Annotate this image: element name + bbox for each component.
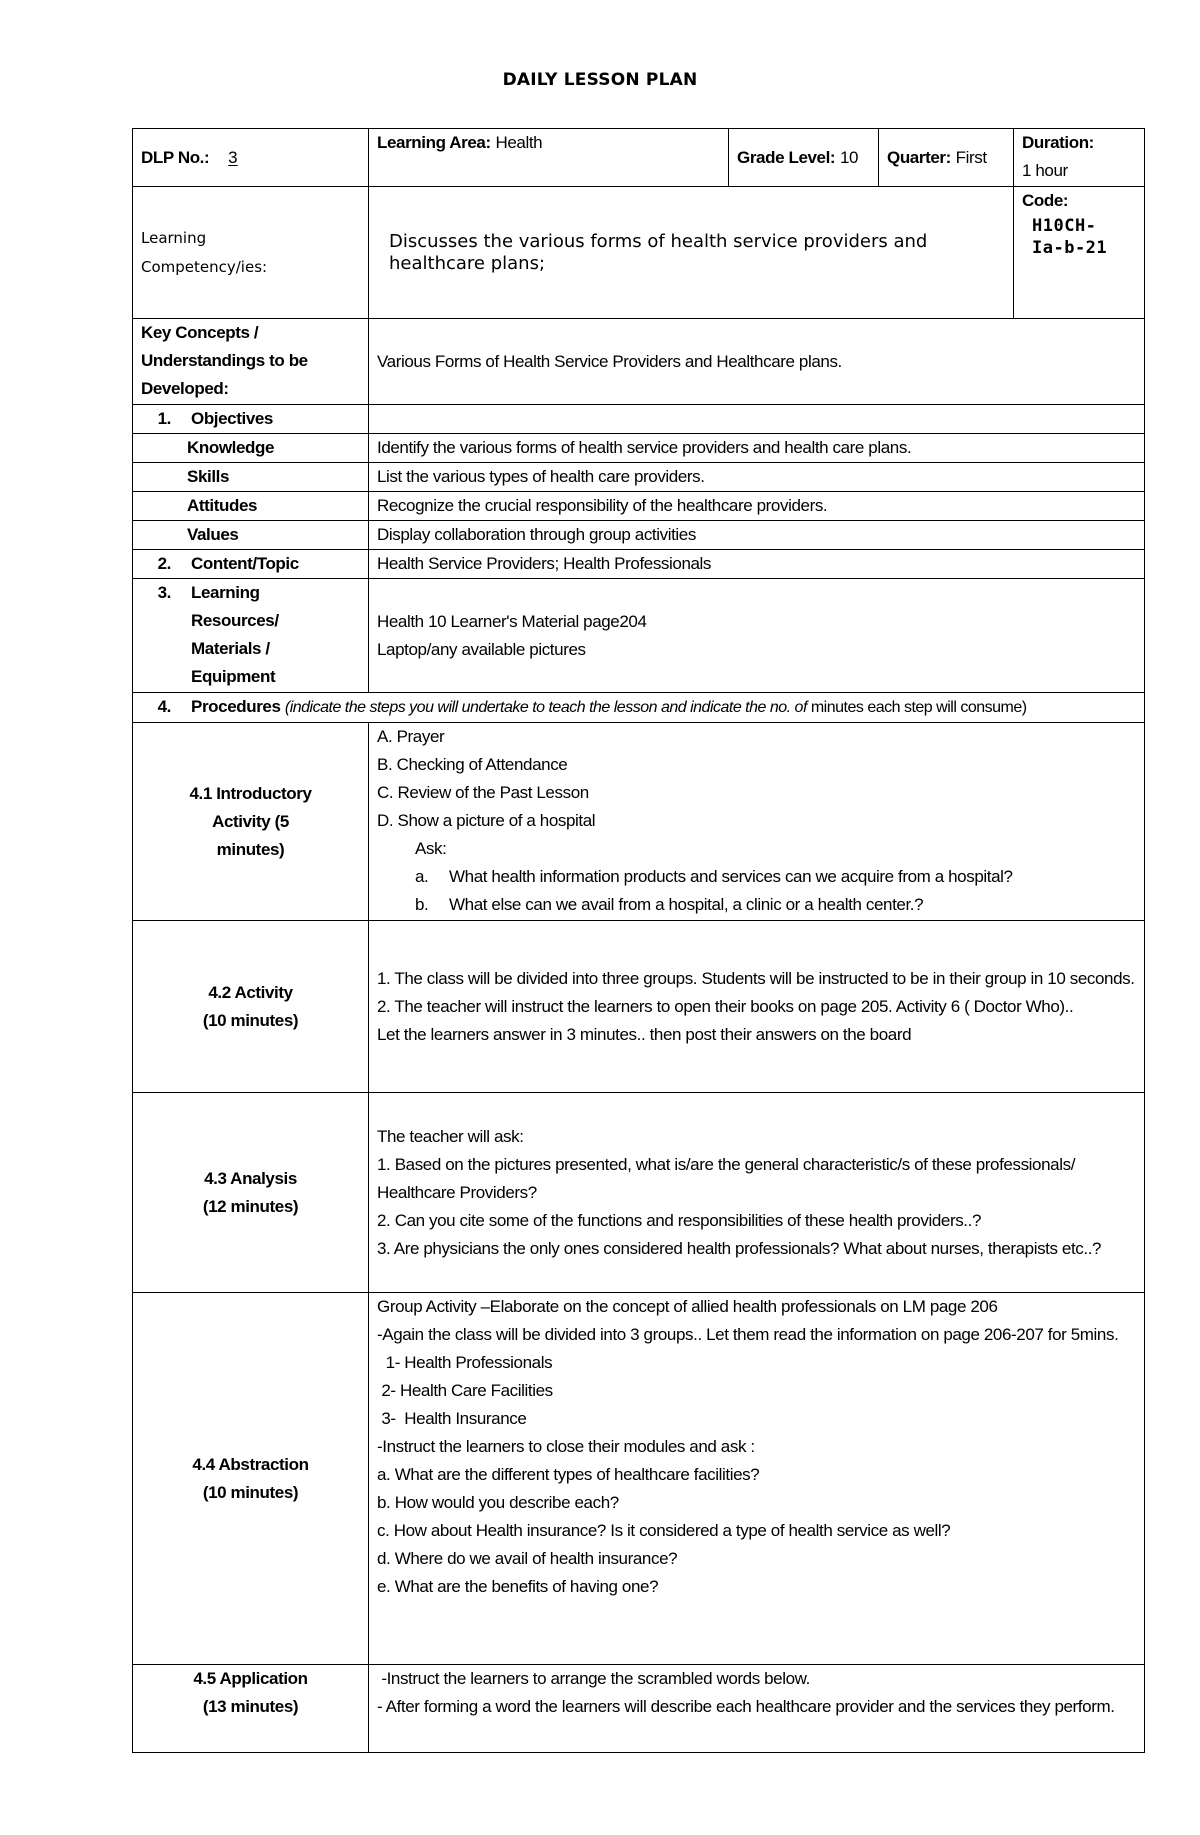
dlp-label: DLP No.: (141, 147, 210, 167)
abstraction-line: d. Where do we avail of health insurance? (377, 1549, 678, 1568)
activity-row (133, 921, 1145, 1093)
resource-item: Health 10 Learner's Material page204 (377, 611, 647, 631)
abstraction-line: c. How about Health insurance? Is it considered a type of health service as well? (377, 1521, 951, 1540)
introductory-label-cell (133, 723, 369, 921)
objective-row-knowledge (133, 434, 1145, 463)
competency-label-line1: Learning (141, 228, 207, 247)
resources-value-cell (369, 579, 1145, 693)
abstraction-line: 3- Health Insurance (377, 1409, 527, 1428)
objectives-empty-cell (369, 405, 1145, 434)
activity-label-line2: (10 minutes) (202, 1010, 299, 1030)
objectives-row (133, 405, 1145, 434)
introductory-question (377, 891, 1136, 919)
code-value-line1: H10CH- (1032, 216, 1097, 236)
header-row (133, 129, 1145, 187)
duration-label: Duration: (1022, 133, 1094, 152)
quarter-cell (879, 129, 1014, 187)
procedures-header-cell (133, 693, 1145, 723)
objective-label: Values (187, 525, 239, 544)
resources-number: 3. (157, 583, 171, 602)
introductory-content-cell (369, 723, 1145, 921)
resources-label-cell (133, 579, 369, 693)
learning-area-label: Learning Area: (377, 133, 491, 152)
question-marker: a. (415, 867, 429, 886)
code-cell (1014, 187, 1145, 319)
question-text: What health information products and services can we acquire from a hospital? (449, 867, 1013, 886)
learning-area-cell (369, 129, 729, 187)
abstraction-label-cell (133, 1293, 369, 1665)
activity-line: Let the learners answer in 3 minutes.. then post their answers on the board (377, 1024, 912, 1044)
code-label: Code: (1022, 191, 1069, 210)
application-label-line1: 4.5 Application (193, 1669, 308, 1688)
objective-value: List the various types of health care providers. (369, 463, 1145, 492)
abstraction-row (133, 1293, 1145, 1665)
competency-text-cell (369, 187, 1014, 319)
content-number: 2. (157, 554, 171, 573)
question-marker: b. (415, 895, 429, 914)
objective-label: Skills (187, 467, 230, 486)
introductory-line: D. Show a picture of a hospital (377, 811, 596, 830)
quarter-value: First (955, 147, 987, 167)
question-text: What else can we avail from a hospital, a clinic or a health center.? (449, 895, 924, 914)
objective-value: Identify the various forms of health service providers and health care plans. (369, 434, 1145, 463)
analysis-line: 3. Are physicians the only ones considered health professionals? What about nurses, therapists etc..? (377, 1238, 1102, 1258)
procedures-note: minutes each step will consume) (806, 699, 1027, 716)
objectives-label: Objectives (191, 409, 273, 428)
competency-row (133, 187, 1145, 319)
application-line: - After forming a word the learners will describe each healthcare provider and the services they perform. (377, 1697, 1115, 1716)
resources-label-line1: Learning (191, 583, 260, 602)
activity-label-line1: 4.2 Activity (208, 982, 293, 1002)
procedures-note-italic: (indicate the steps you will undertake to teach the lesson and indicate the no. of (284, 699, 807, 716)
introductory-line: B. Checking of Attendance (377, 755, 568, 774)
activity-content-cell (369, 921, 1145, 1093)
key-concepts-label: Key Concepts / Understandings to be Developed: (133, 319, 369, 405)
learning-area-value: Health (495, 133, 543, 152)
abstraction-content-cell (369, 1293, 1145, 1665)
analysis-label-cell (133, 1093, 369, 1293)
objective-row-values (133, 521, 1145, 550)
introductory-line: C. Review of the Past Lesson (377, 783, 589, 802)
objective-row-attitudes (133, 492, 1145, 521)
introductory-line: A. Prayer (377, 727, 445, 746)
abstraction-line: a. What are the different types of healthcare facilities? (377, 1465, 760, 1484)
abstraction-label-line2: (10 minutes) (202, 1482, 299, 1502)
abstraction-line: 1- Health Professionals (377, 1353, 553, 1372)
resources-label-line3: Materials / (191, 639, 270, 658)
competency-label-line2: Competency/ies: (141, 257, 268, 276)
grade-level-label: Grade Level: (737, 147, 836, 167)
objective-value: Display collaboration through group activities (369, 521, 1145, 550)
introductory-label-line3: minutes) (216, 839, 285, 859)
dlp-cell (133, 129, 369, 187)
competency-label-cell (133, 187, 369, 319)
introductory-ask: Ask: (415, 839, 447, 858)
dlp-value: 3 (228, 147, 238, 167)
duration-cell (1014, 129, 1145, 187)
application-line: -Instruct the learners to arrange the scrambled words below. (377, 1669, 810, 1688)
application-label-cell (133, 1665, 369, 1753)
duration-value: 1 hour (1022, 161, 1068, 180)
objective-label: Knowledge (187, 438, 275, 457)
abstraction-line: Group Activity –Elaborate on the concept of allied health professionals on LM page 206 (377, 1297, 998, 1316)
content-label-cell (133, 550, 369, 579)
analysis-line: The teacher will ask: (377, 1126, 524, 1146)
application-row (133, 1665, 1145, 1753)
abstraction-label-line1: 4.4 Abstraction (192, 1454, 309, 1474)
quarter-label: Quarter: (887, 147, 951, 167)
analysis-line: 1. Based on the pictures presented, what is/are the general characteristic/s of these professionals/ Healthcare Providers? (377, 1154, 1076, 1202)
content-row (133, 550, 1145, 579)
objective-label: Attitudes (187, 496, 258, 515)
application-label-line2: (13 minutes) (202, 1697, 299, 1716)
introductory-question (377, 863, 1136, 891)
grade-level-value: 10 (839, 147, 859, 167)
lesson-plan-table (132, 128, 1145, 1753)
analysis-content-cell (369, 1093, 1145, 1293)
competency-text: Discusses the various forms of health service providers and healthcare plans; (389, 230, 928, 274)
code-value-line2: Ia-b-21 (1032, 238, 1108, 258)
resources-label-line4: Equipment (191, 667, 276, 686)
content-label: Content/Topic (191, 554, 299, 573)
objective-value: Recognize the crucial responsibility of the healthcare providers. (369, 492, 1145, 521)
procedures-row (133, 693, 1145, 723)
resource-item: Laptop/any available pictures (377, 639, 586, 659)
document-title: DAILY LESSON PLAN (502, 70, 698, 90)
key-concepts-row (133, 319, 1145, 405)
resources-row (133, 579, 1145, 693)
resources-label-line2: Resources/ (191, 611, 279, 630)
introductory-label-line2: Activity (5 (212, 811, 289, 831)
procedures-label: Procedures (191, 697, 281, 716)
grade-level-cell (729, 129, 879, 187)
abstraction-line: -Again the class will be divided into 3 groups.. Let them read the information on page 206-207 for 5mins. (377, 1325, 1119, 1344)
analysis-label-line2: (12 minutes) (202, 1196, 299, 1216)
objective-row-skills (133, 463, 1145, 492)
analysis-label-line1: 4.3 Analysis (204, 1168, 297, 1188)
abstraction-line: e. What are the benefits of having one? (377, 1577, 659, 1596)
procedures-number: 4. (157, 697, 171, 716)
activity-line: 1. The class will be divided into three groups. Students will be instructed to be in their group in 10 seconds. (377, 968, 1135, 988)
objectives-number: 1. (157, 409, 171, 428)
objectives-label-cell (133, 405, 369, 434)
introductory-row (133, 723, 1145, 921)
application-content-cell (369, 1665, 1145, 1753)
content-value: Health Service Providers; Health Professionals (369, 550, 1145, 579)
key-concepts-value: Various Forms of Health Service Providers and Healthcare plans. (369, 319, 1145, 405)
introductory-label-line1: 4.1 Introductory (189, 783, 312, 803)
abstraction-line: -Instruct the learners to close their modules and ask : (377, 1437, 755, 1456)
abstraction-line: b. How would you describe each? (377, 1493, 619, 1512)
abstraction-line: 2- Health Care Facilities (377, 1381, 553, 1400)
analysis-row (133, 1093, 1145, 1293)
activity-line: 2. The teacher will instruct the learners to open their books on page 205. Activity 6 ( Doctor Who).. (377, 996, 1074, 1016)
activity-label-cell (133, 921, 369, 1093)
analysis-line: 2. Can you cite some of the functions and responsibilities of these health providers..? (377, 1210, 982, 1230)
